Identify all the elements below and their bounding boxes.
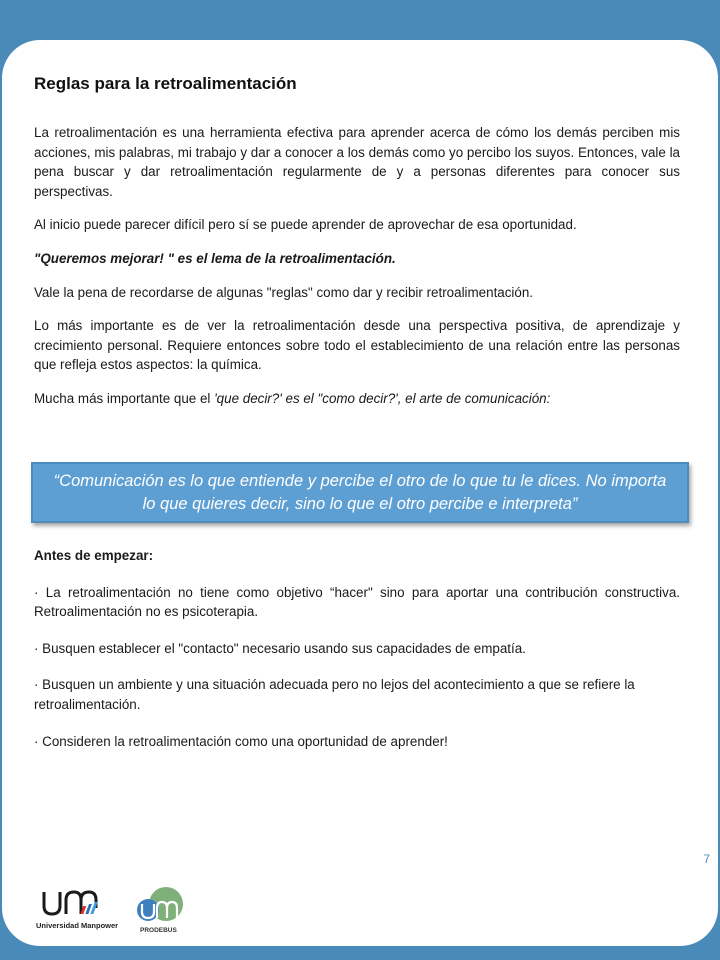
before-start-section bbox=[34, 546, 680, 768]
section-heading: Antes de empezar: bbox=[34, 548, 154, 563]
paragraph-2: Al inicio puede parecer difícil pero sí se puede aprender de aprovechar de esa oportunidad. bbox=[34, 217, 577, 233]
page-number: 7 bbox=[703, 852, 710, 866]
quote-text: “Comunicación es lo que entiende y percibe el otro de lo que tu le dices. No importa lo que quieres decir, sino lo que el otro percibe e interpreta” bbox=[53, 471, 667, 513]
list-item: · Consideren la retroalimentación como una oportunidad de aprender! bbox=[34, 733, 448, 749]
paragraph-4: Vale la pena de recordarse de algunas "reglas" como dar y recibir retroalimentación. bbox=[34, 284, 534, 300]
prodebus-logo bbox=[132, 884, 188, 930]
list-item: · Busquen establecer el "contacto" necesario usando sus capacidades de empatía. bbox=[34, 640, 526, 656]
paragraph-6-italic: 'que decir?' es el "como decir?', el arte de comunicación: bbox=[214, 390, 551, 406]
prodebus-label: PRODEBUS bbox=[140, 927, 177, 934]
intro-text bbox=[34, 123, 680, 423]
page-title: Reglas para la retroalimentación bbox=[34, 74, 297, 93]
universidad-manpower-label: Universidad Manpower bbox=[36, 921, 119, 930]
paragraph-1: La retroalimentación es una herramienta efectiva para aprender acerca de cómo los demás perciben mis acciones, mis palabras, mi trabajo y dar a conocer a los demás como yo percibo los suyos. Entonces, vale la pena buscar y dar retroalimentación regularmente de y a personas diferentes para conocer sus perspectivas. bbox=[34, 125, 680, 199]
list-item: · Busquen un ambiente y una situación adecuada pero no lejos del acontecimiento a que se refiere la retroalimentación. bbox=[34, 677, 635, 712]
paragraph-6-start: Mucha más importante que el bbox=[34, 390, 215, 406]
list-item: · La retroalimentación no tiene como objetivo “hacer" sino para aportar una contribución constructiva. Retroalimentación no es psicoterapia. bbox=[34, 584, 680, 620]
quote-box bbox=[31, 462, 689, 523]
paragraph-5: Lo más importante es de ver la retroalimentación desde una perspectiva positiva, de aprendizaje y crecimiento personal. Requiere entonces sobre todo el establecimiento de una relación entre las personas que refleja estos aspectos: la química. bbox=[34, 318, 680, 373]
paragraph-6 bbox=[34, 389, 680, 409]
paragraph-3-motto: "Queremos mejorar! " es el lema de la retroalimentación. bbox=[34, 250, 396, 266]
